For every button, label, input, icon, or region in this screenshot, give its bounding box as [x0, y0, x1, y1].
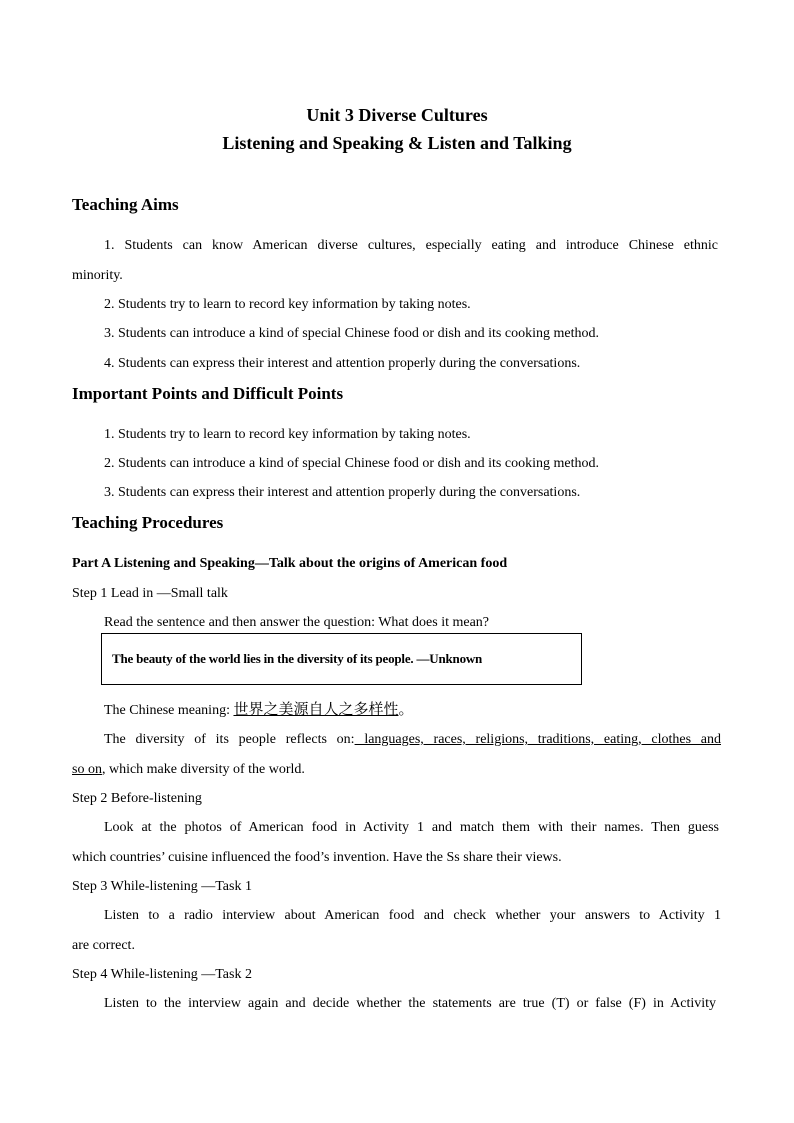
- step-2-line-1: Look at the photos of American food in Activity 1 and match them with their names. Then guess: [104, 820, 719, 835]
- document-subtitle: Listening and Speaking & Listen and Talking: [222, 133, 572, 153]
- step-1-heading: Step 1 Lead in —Small talk: [72, 586, 228, 601]
- important-points-heading: Important Points and Difficult Points: [72, 384, 344, 403]
- diversity-suffix: , which make diversity of the world.: [101, 762, 305, 777]
- part-a-heading: Part A Listening and Speaking—Talk about the origins of American food: [72, 556, 508, 571]
- step-3-heading: Step 3 While-listening —Task 1: [72, 879, 252, 894]
- step-4-heading: Step 4 While-listening —Task 2: [72, 967, 252, 982]
- teaching-procedures-heading: Teaching Procedures: [72, 513, 224, 532]
- document-title: Unit 3 Diverse Cultures: [306, 105, 488, 125]
- important-point-1: 1. Students try to learn to record key information by taking notes.: [104, 427, 471, 442]
- diversity-line-2: [72, 761, 305, 779]
- step-2-line-2: which countries’ cuisine influenced the food’s invention. Have the Ss share their views.: [72, 850, 562, 865]
- step-3-line-2: are correct.: [72, 938, 135, 953]
- step-3-line-1: Listen to a radio interview about American food and check whether your answers to Activity 1: [104, 908, 721, 923]
- diversity-prefix: The diversity of its people reflects on:: [104, 732, 355, 747]
- teaching-aim-4: 4. Students can express their interest and attention properly during the conversations.: [104, 356, 581, 371]
- quote-text: The beauty of the world lies in the diversity of its people. —Unknown: [112, 651, 483, 666]
- diversity-list: languages, races, religions, traditions, eating, clothes and: [354, 732, 721, 747]
- teaching-aim-1: 1. Students can know American diverse cultures, especially eating and introduce Chinese ethnic: [104, 238, 718, 253]
- diversity-list-end: so on: [72, 762, 102, 777]
- chinese-meaning-line: [104, 700, 414, 720]
- chinese-meaning-end: 。: [398, 700, 414, 718]
- quote-box: [101, 633, 582, 685]
- teaching-aim-3: 3. Students can introduce a kind of special Chinese food or dish and its cooking method.: [104, 326, 599, 341]
- chinese-meaning-text: 世界之美源自人之多样性: [233, 700, 399, 718]
- teaching-aim-1-cont: minority.: [72, 268, 123, 283]
- step-4-line-1: Listen to the interview again and decide whether the statements are true (T) or false (F) in Activity: [104, 996, 716, 1011]
- important-point-2: 2. Students can introduce a kind of special Chinese food or dish and its cooking method.: [104, 456, 599, 471]
- teaching-aim-2: 2. Students try to learn to record key information by taking notes.: [104, 297, 471, 312]
- teaching-aims-heading: Teaching Aims: [72, 195, 179, 214]
- step-1-instruction: Read the sentence and then answer the question: What does it mean?: [104, 615, 489, 630]
- important-point-3: 3. Students can express their interest and attention properly during the conversations.: [104, 485, 581, 500]
- diversity-line-1: [104, 731, 721, 749]
- step-2-heading: Step 2 Before-listening: [72, 791, 202, 806]
- chinese-meaning-label: The Chinese meaning:: [104, 703, 234, 718]
